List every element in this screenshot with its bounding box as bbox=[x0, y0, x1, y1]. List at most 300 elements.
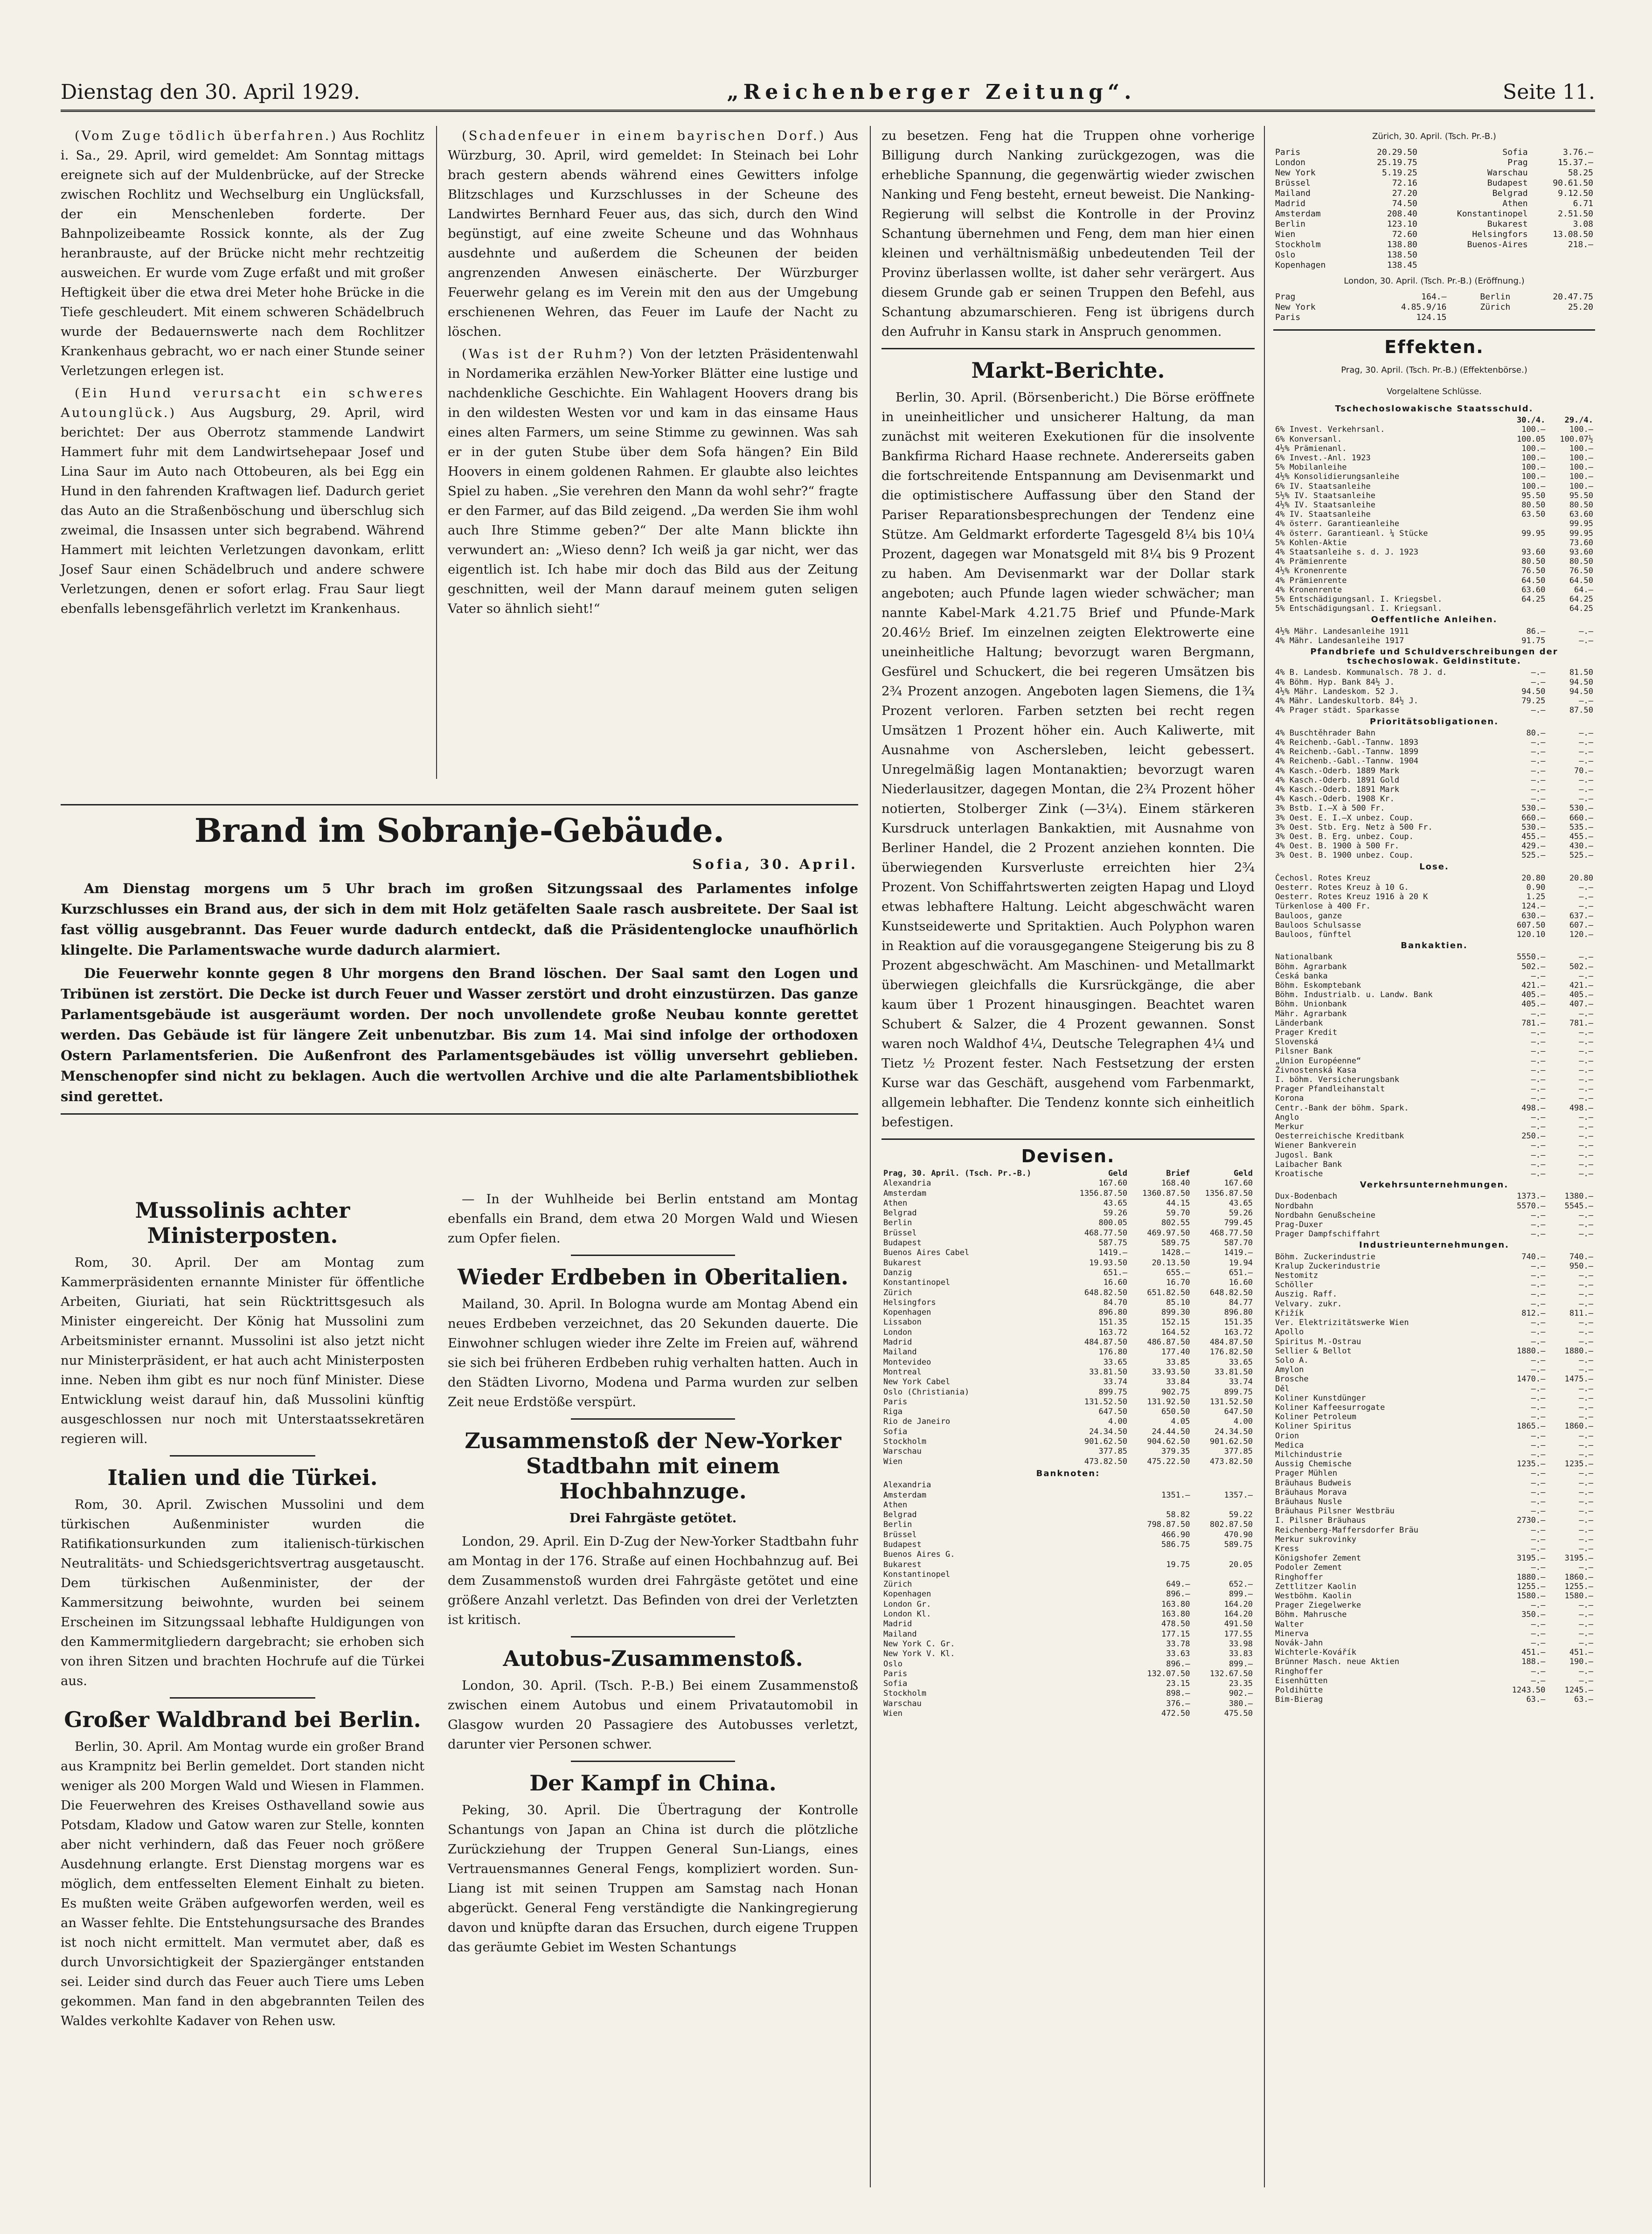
row-value: 379.35 bbox=[1161, 1447, 1190, 1457]
table-row bbox=[882, 1347, 1255, 1357]
table-row bbox=[1273, 687, 1595, 696]
row-value: 655.— bbox=[1166, 1268, 1190, 1277]
row-label: Apollo bbox=[1275, 1327, 1304, 1337]
table-row bbox=[1273, 1638, 1595, 1648]
row-value: 27.20 bbox=[1392, 188, 1417, 198]
row-value: 899.75 bbox=[1098, 1387, 1127, 1397]
row-label: Bauloos Schulsasse bbox=[1275, 920, 1361, 930]
row-value: 131.92.50 bbox=[1147, 1397, 1190, 1407]
row-value: —.— bbox=[1531, 1210, 1546, 1220]
table-row bbox=[1273, 851, 1595, 860]
table-row bbox=[882, 1580, 1255, 1589]
row-value: —.— bbox=[1579, 1619, 1593, 1629]
row-value: 24.34.50 bbox=[1089, 1427, 1127, 1436]
row-value: 802.55 bbox=[1161, 1218, 1190, 1228]
row-value: 800.05 bbox=[1098, 1218, 1127, 1228]
row-value: 19.94 bbox=[1229, 1258, 1253, 1268]
divider bbox=[170, 1697, 315, 1699]
row-value bbox=[1066, 1600, 1129, 1610]
table-row bbox=[1273, 728, 1595, 738]
article-paragraph: Rom, 30. April. Zwischen Mussolini und dem türkischen Außenminister wurden die Ratifikationsurkunden zum italienisch-türkischen Neutralitäts- und Schiedsgerichtsvertrag ausgetauscht. Dem türkischen Außenminister, der der Kammersitzung beiwohnte, wurden bei seinem Erscheinen im Sitzungssaal lebhafte Huldigungen von den Kammermitgliedern dargebracht; sie erhoben sich von ihren Sitzen und brachten Hochrufe auf die Türkei aus. bbox=[61, 1497, 424, 1688]
divider bbox=[170, 1455, 315, 1457]
row-value: 24.34.50 bbox=[1215, 1427, 1253, 1436]
table-row bbox=[1273, 813, 1595, 823]
table-row bbox=[1273, 1535, 1595, 1544]
row-value: 1428.— bbox=[1161, 1248, 1190, 1258]
column-rule bbox=[1264, 126, 1265, 2187]
row-value: 94.50 bbox=[1521, 687, 1546, 696]
row-label: Nestomitz bbox=[1275, 1271, 1319, 1281]
table-row bbox=[882, 1248, 1255, 1258]
row-value: 151.35 bbox=[1224, 1318, 1253, 1327]
row-label: 4% österr. Garantieanl. ¼ Stücke bbox=[1275, 528, 1428, 538]
row-label: Oesterr. Rotes Kreuz 1916 à 20 K bbox=[1275, 892, 1428, 902]
row-value bbox=[1066, 1619, 1129, 1629]
row-value: 451.— bbox=[1521, 1648, 1546, 1658]
table-row bbox=[1273, 738, 1595, 747]
row-value: —.— bbox=[1579, 1150, 1593, 1160]
row-value: —.— bbox=[1579, 1318, 1593, 1328]
row-value: 90.61.50 bbox=[1553, 178, 1593, 188]
row-label: Bauloos, fünftel bbox=[1275, 930, 1352, 939]
row-value: —.— bbox=[1579, 1629, 1593, 1638]
row-value bbox=[1066, 1500, 1129, 1510]
table-row bbox=[882, 1258, 1255, 1268]
row-value: —.— bbox=[1531, 1047, 1546, 1056]
row-value bbox=[1499, 519, 1548, 528]
row-value: 530.— bbox=[1521, 822, 1546, 832]
row-label: Wiener Bankverein bbox=[1275, 1141, 1356, 1151]
row-value: —.— bbox=[1579, 902, 1593, 911]
row-value: 64.— bbox=[1574, 585, 1593, 595]
row-label: Westböhm. Kaolin bbox=[1275, 1591, 1352, 1601]
row-value: 33.85 bbox=[1166, 1357, 1190, 1367]
issue-date: Dienstag den 30. April 1929. bbox=[61, 80, 360, 104]
divider bbox=[61, 1113, 858, 1115]
row-label: Berlin bbox=[883, 1218, 912, 1228]
row-value bbox=[1530, 250, 1595, 260]
table-row bbox=[1273, 1028, 1595, 1037]
dateline: Sofia, 30. April. bbox=[692, 856, 858, 872]
table-row bbox=[882, 1570, 1255, 1580]
table-row bbox=[1273, 962, 1595, 971]
table-row bbox=[882, 1268, 1255, 1278]
row-label: I. böhm. Versicherungsbank bbox=[1275, 1075, 1400, 1085]
row-value: 80.50 bbox=[1569, 500, 1593, 510]
divider bbox=[571, 1418, 735, 1420]
row-value: 163.72 bbox=[1098, 1327, 1127, 1337]
row-label: Prager Ziegelwerke bbox=[1275, 1601, 1361, 1610]
row-value: 4.05 bbox=[1171, 1417, 1190, 1427]
table-row bbox=[1273, 1526, 1595, 1535]
row-value: —.— bbox=[1531, 1384, 1546, 1394]
row-value: —.— bbox=[1531, 1290, 1546, 1299]
row-value: 530.— bbox=[1521, 804, 1546, 813]
row-value: Sofia bbox=[1502, 147, 1528, 157]
row-value bbox=[1129, 1480, 1192, 1490]
table-row bbox=[1273, 147, 1595, 158]
row-value: 491.50 bbox=[1224, 1619, 1253, 1629]
table-row bbox=[1273, 832, 1595, 841]
row-value: 740.— bbox=[1569, 1252, 1593, 1262]
row-value: —.— bbox=[1579, 1084, 1593, 1094]
row-value: —.— bbox=[1531, 1544, 1546, 1554]
row-label: Stockholm bbox=[883, 1689, 927, 1699]
row-label: Orion bbox=[1275, 1431, 1299, 1441]
newspaper-page bbox=[61, 70, 1595, 2197]
row-value: 76.50 bbox=[1569, 566, 1593, 576]
table-row bbox=[1273, 668, 1595, 677]
row-value: 100.— bbox=[1521, 463, 1546, 472]
row-value: 901.62.50 bbox=[1084, 1437, 1127, 1447]
row-value: 19.75 bbox=[1166, 1560, 1190, 1569]
table-row bbox=[882, 1530, 1255, 1540]
row-value: 484.87.50 bbox=[1084, 1338, 1127, 1347]
row-label: Alexandria bbox=[883, 1480, 931, 1490]
row-label: 4% Mähr. Landeskultorb. 84½ J. bbox=[1275, 696, 1419, 706]
row-value: 79.25 bbox=[1521, 696, 1546, 706]
row-value: 781.— bbox=[1521, 1018, 1546, 1028]
row-value: 123.10 bbox=[1387, 219, 1417, 229]
row-value bbox=[1066, 1491, 1129, 1500]
row-value: —.— bbox=[1531, 766, 1546, 776]
row-value: —.— bbox=[1579, 775, 1593, 785]
row-label: Länderbank bbox=[1275, 1018, 1323, 1028]
table-row bbox=[1273, 1290, 1595, 1299]
table-row bbox=[1273, 1601, 1595, 1610]
row-value: —.— bbox=[1531, 1271, 1546, 1281]
row-value: —.— bbox=[1579, 1112, 1593, 1122]
row-label: Koliner Kunstdünger bbox=[1275, 1393, 1366, 1403]
table-row bbox=[1273, 1506, 1595, 1516]
row-value: —.— bbox=[1531, 1141, 1546, 1151]
table-row bbox=[1273, 794, 1595, 804]
row-label: 5½% IV. Staatsanleihe bbox=[1275, 491, 1375, 500]
row-value: 2730.— bbox=[1516, 1516, 1546, 1526]
row-value: —.— bbox=[1579, 1506, 1593, 1516]
row-value: 250.— bbox=[1521, 1131, 1546, 1141]
article-headline: Autobus-Zusammenstoß. bbox=[503, 1646, 803, 1671]
row-label: Wien bbox=[883, 1457, 902, 1466]
row-value: 138.50 bbox=[1387, 250, 1417, 260]
row-value: —.— bbox=[1531, 1094, 1546, 1103]
row-label: Milchindustrie bbox=[1275, 1450, 1342, 1459]
row-label: 5% Entschädigungsanl. I. Kriegsanl. bbox=[1275, 604, 1443, 614]
table-row bbox=[1273, 158, 1595, 168]
row-label: 4% Prager städt. Sparkasse bbox=[1275, 706, 1400, 715]
row-value: 100.— bbox=[1569, 472, 1593, 482]
table-row bbox=[1273, 1374, 1595, 1384]
table-row bbox=[882, 1338, 1255, 1347]
row-value: —.— bbox=[1531, 1402, 1546, 1412]
row-value: —.— bbox=[1579, 1676, 1593, 1686]
row-label: Kopenhagen bbox=[883, 1308, 931, 1318]
row-value bbox=[1530, 260, 1595, 271]
row-label: Mailand bbox=[883, 1347, 917, 1357]
article-headline: Mussolinis achter Ministerposten. bbox=[135, 1198, 350, 1248]
table-row bbox=[1273, 1403, 1595, 1412]
table-row bbox=[882, 1639, 1255, 1649]
row-value: —.— bbox=[1531, 1506, 1546, 1516]
row-label: London bbox=[1275, 158, 1306, 167]
row-value: —.— bbox=[1579, 1280, 1593, 1290]
row-value: 81.50 bbox=[1569, 668, 1593, 678]
row-label: Prager Mühlen bbox=[1275, 1469, 1338, 1478]
row-value: 4.00 bbox=[1234, 1417, 1253, 1427]
article-headline: Großer Waldbrand bei Berlin. bbox=[64, 1707, 421, 1732]
row-value: 93.60 bbox=[1569, 548, 1593, 557]
row-label: 4½% IV. Staatsanleihe bbox=[1275, 500, 1375, 510]
row-value: 3.08 bbox=[1573, 219, 1593, 229]
row-value: 43.65 bbox=[1103, 1198, 1127, 1208]
row-value: —.— bbox=[1531, 1220, 1546, 1230]
row-value: 405.— bbox=[1521, 990, 1546, 1000]
row-value: 167.60 bbox=[1224, 1179, 1253, 1188]
table-row bbox=[1273, 1469, 1595, 1478]
table-row bbox=[882, 1397, 1255, 1407]
row-value: —.— bbox=[1579, 626, 1593, 636]
row-value: 70.— bbox=[1574, 766, 1593, 776]
row-value bbox=[1066, 1589, 1129, 1599]
row-label: Paris bbox=[1275, 147, 1301, 157]
column-1 bbox=[61, 126, 424, 621]
row-value: —.— bbox=[1531, 1122, 1546, 1132]
table-row bbox=[1273, 1648, 1595, 1657]
row-label: Konstantinopel bbox=[883, 1569, 951, 1579]
table-row bbox=[1273, 1629, 1595, 1638]
news-item: (Schadenfeuer in einem bayrischen Dorf.) Aus Würzburg, 30. April, wird gemeldet: In Steinach bei Lohr brach gestern abends während eines Gewitters infolge Blitzschlages und Kurzschlusses in der Scheune des Landwirtes Bernhard Feuer aus, das sich, durch den Wind begünstigt, auf eine zweite Scheune und das Wohnhaus ausdehnte und außerdem die Scheunen der beiden angrenzenden Anwesen einäscherte. Der Würzburger Feuerwehr gelang es im Verein mit den aus der Umgebung erschienenen Wehren, das Feuer im Laufe der Nacht zu löschen. bbox=[448, 128, 858, 339]
table-row bbox=[882, 1447, 1255, 1457]
row-label: Prag bbox=[1275, 292, 1296, 302]
row-value: 475.22.50 bbox=[1147, 1457, 1190, 1466]
row-label: New York bbox=[1275, 302, 1316, 312]
row-value: 812.— bbox=[1521, 1308, 1546, 1318]
row-value: 3.76.— bbox=[1562, 147, 1593, 157]
row-label: 4% B. Landesb. Kommunalsch. 78 J. d. bbox=[1275, 668, 1447, 678]
table-row bbox=[882, 1600, 1255, 1610]
table-row bbox=[1273, 1201, 1595, 1211]
row-value: 6.71 bbox=[1573, 199, 1593, 208]
row-value bbox=[1448, 312, 1512, 323]
table-row bbox=[1273, 1384, 1595, 1394]
table-row bbox=[1273, 930, 1595, 939]
row-label: Minerva bbox=[1275, 1629, 1309, 1638]
row-label: Solo A. bbox=[1275, 1355, 1309, 1365]
row-value bbox=[1129, 1550, 1192, 1560]
row-label: Paris bbox=[1275, 312, 1301, 322]
table-row bbox=[1273, 1346, 1595, 1356]
row-value: 131.52.50 bbox=[1084, 1397, 1127, 1407]
table-row bbox=[1273, 1280, 1595, 1290]
row-value: —.— bbox=[1579, 1131, 1593, 1141]
row-label: 4% Böhm. Hyp. Bank 84½ J. bbox=[1275, 677, 1395, 687]
row-label: Kralup Zuckerindustrie bbox=[1275, 1261, 1381, 1271]
row-value bbox=[1066, 1699, 1129, 1709]
row-value bbox=[1066, 1630, 1129, 1639]
table-row bbox=[1273, 1252, 1595, 1262]
row-value: 131.52.50 bbox=[1209, 1397, 1253, 1407]
row-value: —.— bbox=[1531, 1629, 1546, 1638]
row-value: 902.75 bbox=[1161, 1387, 1190, 1397]
row-value: 9.12.50 bbox=[1558, 188, 1593, 198]
table-row bbox=[1273, 500, 1595, 510]
table-row bbox=[882, 1328, 1255, 1338]
row-label: Kopenhagen bbox=[883, 1589, 931, 1599]
row-value: 152.15 bbox=[1161, 1318, 1190, 1327]
row-value: —.— bbox=[1579, 1563, 1593, 1573]
row-value: —.— bbox=[1579, 1516, 1593, 1526]
row-value: 5570.— bbox=[1516, 1201, 1546, 1211]
row-value: 63.— bbox=[1574, 1695, 1593, 1705]
news-item: (Vom Zuge tödlich überfahren.) Aus Rochlitz i. Sa., 29. April, wird gemeldet: Am Sonntag mittags ereignete sich auf der Muldenbrücke, auf der Strecke zwischen Rochlitz und Wechselburg ein Unglücksfall, der ein Menschenleben forderte. Der Bahnpolizeibeamte Rossick konnte, als der Zug heranbrauste, auf der Brücke nicht mehr rechtzeitig ausweichen. Er wurde vom Zuge erfaßt und mit großer Heftigkeit über die etwa drei Meter hohe Brücke in die Tiefe geschleudert. Mit einem schweren Schädelbruch wurde der Bedauernswerte nach dem Rochlitzer Krankenhaus gebracht, wo er nach einer Stunde seiner Verletzungen erlegen ist. bbox=[61, 128, 424, 378]
row-value: 85.10 bbox=[1166, 1297, 1190, 1307]
row-value: 468.77.50 bbox=[1209, 1228, 1253, 1238]
table-row bbox=[1273, 1620, 1595, 1629]
row-value: 74.50 bbox=[1392, 199, 1417, 208]
row-value: 380.— bbox=[1229, 1699, 1253, 1708]
row-value: 1880.— bbox=[1516, 1346, 1546, 1356]
row-value: —.— bbox=[1531, 706, 1546, 715]
row-value: —.— bbox=[1579, 1478, 1593, 1488]
table-row bbox=[1273, 1394, 1595, 1403]
row-value: 100.— bbox=[1569, 463, 1593, 472]
row-value: —.— bbox=[1579, 1009, 1593, 1019]
row-value: 525.— bbox=[1569, 851, 1593, 860]
article-headline: Der Kampf in China. bbox=[529, 1770, 777, 1796]
table-row bbox=[1273, 168, 1595, 178]
row-label: 5% Mobilanleihe bbox=[1275, 463, 1347, 472]
table-row bbox=[1273, 1262, 1595, 1271]
row-value: —.— bbox=[1531, 1337, 1546, 1346]
row-value: 896.— bbox=[1166, 1589, 1190, 1599]
row-value: —.— bbox=[1531, 747, 1546, 757]
row-label: Brüssel bbox=[883, 1228, 917, 1238]
article-subheadline: Drei Fahrgäste getötet. bbox=[569, 1511, 737, 1526]
row-label: Oslo bbox=[1275, 250, 1296, 260]
row-label: London bbox=[883, 1327, 912, 1337]
table-row bbox=[882, 1388, 1255, 1397]
table-row bbox=[882, 1367, 1255, 1377]
article-paragraph: Berlin, 30. April. (Börsenbericht.) Die Börse eröffnete in uneinheitlicher und unsicherer Haltung, da man zunächst mit weiteren Exekutionen für die insolvente Bankfirma Richard Haase rechnete. Andererseits gaben die fortschreitende Entspannung am Devisenmarkt und die optimistischere Auffassung über den Stand der Pariser Reparationsbesprechungen der Tendenz eine Stütze. Am Geldmarkt erforderte Tagesgeld 8¼ bis 10¼ Prozent, dagegen war Monatsgeld mit 8¼ bis 9 Prozent zu haben. Am Devisenmarkt war der Dollar stark angeboten; auch Pfunde lagen wieder schwächer; man nannte Kabel-Mark 4.21.75 Brief und Pfunde-Mark 20.46½ Brief. Im einzelnen zeigten Elektrowerte eine uneinheitliche Haltung; bevorzugt waren Bergmann, Gesfürel und Schuckert, die bei regeren Umsätzen bis 2¾ Prozent anzogen. Angeboten lagen Siemens, die 1¾ Prozent verloren. Farben setzten bei recht regen Umsätzen 1 Prozent höher ein. Auch Kaliwerte, mit Ausnahme von Aschersleben, leicht gebessert. Unregelmäßig lagen Montanaktien; bevorzugt waren Niederlausitzer, dagegen Montan, die 2¾ Prozent höher notierten, Stolberger Zink (—3¼). Einem stärkeren Kursdruck unterlagen Bankaktien, mit Ausnahme von Berliner Handel, die 2 Prozent anziehen konnten. Die überwiegenden Kursverluste erreichten hier 2¾ Prozent. Von Schiffahrtswerten zeigten Hapag und Lloyd etwas lebhaftere Haltung. Leicht abgeschwächt waren Kunstseidewerte und Spritaktien. Auch Polyphon waren in Reaktion auf die vorausgegangene Steigerung bis zu 8 Prozent abgeschwächt. Am Maschinen- und Metallmarkt überwiegen gleichfalls die Kursrückgänge, die aber kaum über 1 Prozent hinausgingen. Beachtet waren Schubert & Salzer, die 4 Prozent gewannen. Sonst waren noch Waldhof 4¼, Deutsche Telegraphen 4¼ und Tietz ½ Prozent fester. Nach Festsetzung der ersten Kurse war das Geschäft, ausgehend vom Farbenmarkt, allgemein lebhafter. Die Tendenz konnte sich einheitlich befestigen. bbox=[882, 390, 1255, 1130]
row-label: Paris bbox=[883, 1669, 908, 1679]
row-label: New York Cabel bbox=[883, 1377, 951, 1387]
row-label: Bräuhaus Budweis bbox=[1275, 1478, 1352, 1488]
row-label: Amsterdam bbox=[883, 1490, 927, 1500]
row-label: Prager Dampfschiffahrt bbox=[1275, 1229, 1381, 1239]
row-value: —.— bbox=[1531, 1487, 1546, 1497]
row-value bbox=[1066, 1570, 1129, 1580]
row-label: 4% Oest. B. 1900 à 500 Fr. bbox=[1275, 841, 1400, 851]
row-value: 1255.— bbox=[1564, 1582, 1593, 1591]
row-value: 138.80 bbox=[1387, 240, 1417, 250]
article-paragraph: Peking, 30. April. Die Übertragung der Kontrolle Schantungs von Japan an China ist durch die plötzliche Zurückziehung der Truppen General Sun-Liangs, eines Vertrauensmannes General Fengs, kompliziert worden. Sun-Liang ist mit seinen Truppen am Samstag nach Honan abgerückt. General Feng verständigte die Nankingregierung davon und knüpfte daran das Ersuchen, durch eigene Truppen das geräumte Gebiet im Westen Schantungs bbox=[448, 1803, 858, 1955]
row-value: —.— bbox=[1579, 1075, 1593, 1085]
row-label: Velvary. zukr. bbox=[1275, 1299, 1342, 1309]
table-row bbox=[1273, 1667, 1595, 1676]
devisen-table: Prag, 30. April. (Tsch. Pr.-B.) Geld Brief Geld Alexandria 167.60 168.40 167.60 Amsterdam 1356.87.50 1360.87.50 1356.87.50 Athen 43.65 44.15 43.65 Belgrad 59.26 59.70 59.26 Berlin 800.05 802.55 799.45 Brüssel 468.77.50 469.97.50 468.77.50 Budapest 587.75 589.75 587.70 Buenos Aires Cabel 1419.— 1428.— 1419.— Bukarest 19.93.50 20.13.50 19.94 Danzig 651.— 655.— 651.— Konstantinopel 16.60 16.70 16.60 Zürich 648.82.50 651.82.50 648.82.50 Helsingfors 84.70 85.10 84.77 Kopenhagen 896.80 899.30 896.80 Lissabon 151.35 152.15 151.35 London 163.72 164.52 163.72 Madrid 484.87.50 486.87.50 484.87.50 Mailand 176.80 177.40 176.82.50 Montevideo 33.65 33.85 33.65 Montreal 33.81.50 33.93.50 33.81.50 New York Cabel 33.74 33.84 33.74 Oslo (Christiania) 899.75 902.75 899.75 Paris 131.52.50 131.92.50 131.52.50 Riga 647.50 650.50 647.50 Rio de Janeiro 4.00 4.05 4.00 Sofia 24.34.50 24.44.50 24.34.50 Stockholm 901.62.50 904.62.50 901.62.50 Warschau 377.85 379.35 377.85 Wien 473.82.50 475.22.50 473.82.50 Banknoten: Alexandria Amsterdam 1351.— 1357.— Athen Belgrad 58.82 59.22 Berlin 798.87.50 802.87.50 Brüssel 466.90 470.90 Budapest 586.75 589.75 Buenos Aires G. Bukarest 19.75 20.05 Konstantinopel Zürich 649.— 652.— Kopenhagen 896.— 899.— London Gr. 163.80 164.20 London Kl. 163.80 164.20 Madrid 478.50 491.50 Mailand 177.15 177.55 New York C. Gr. 33.78 33.98 New York V. Kl. 33.63 33.83 Oslo 896.— 899.— Paris 132.07.50 132.67.50 Sofia 23.15 23.35 Stockholm 898.— 902.— Warschau 376.— 380.— Wien 472.50 475.50 bbox=[882, 1169, 1255, 1719]
row-value bbox=[1192, 1550, 1255, 1560]
table-row bbox=[1273, 1318, 1595, 1327]
row-label: Böhm. Mahrusche bbox=[1275, 1610, 1347, 1620]
row-value bbox=[1129, 1570, 1192, 1580]
row-value: —.— bbox=[1579, 1402, 1593, 1412]
row-label: Böhm. Agrarbank bbox=[1275, 962, 1347, 971]
row-value: 20.13.50 bbox=[1152, 1258, 1190, 1268]
table-row bbox=[882, 1589, 1255, 1599]
row-value: —.— bbox=[1531, 1009, 1546, 1019]
row-value: —.— bbox=[1531, 1365, 1546, 1375]
table-row bbox=[882, 1457, 1255, 1467]
row-label: Mailand bbox=[1275, 188, 1311, 198]
row-value: —.— bbox=[1531, 971, 1546, 981]
table-row bbox=[882, 1377, 1255, 1387]
row-value: Helsingfors bbox=[1472, 229, 1528, 239]
row-value: 473.82.50 bbox=[1209, 1457, 1253, 1466]
row-label: Oesterreichische Kreditbank bbox=[1275, 1131, 1404, 1141]
row-value: 1470.— bbox=[1516, 1374, 1546, 1384]
row-value: —.— bbox=[1579, 1271, 1593, 1281]
row-value: 899.30 bbox=[1161, 1308, 1190, 1318]
row-value: —.— bbox=[1531, 775, 1546, 785]
row-value: 650.50 bbox=[1161, 1407, 1190, 1417]
row-value: 15.37.— bbox=[1558, 158, 1593, 167]
table-row bbox=[1273, 883, 1595, 892]
row-value bbox=[1192, 1570, 1255, 1580]
table-row bbox=[1273, 444, 1595, 453]
row-value: 33.63 bbox=[1166, 1649, 1190, 1659]
row-value: —.— bbox=[1531, 784, 1546, 794]
row-value: —.— bbox=[1579, 636, 1593, 645]
row-label: New York bbox=[1275, 168, 1316, 178]
row-label: Spiritus M.-Ostrau bbox=[1275, 1337, 1361, 1346]
row-value: —.— bbox=[1579, 1440, 1593, 1450]
row-value: 64.50 bbox=[1521, 576, 1546, 585]
table-row bbox=[1273, 1563, 1595, 1572]
row-value: 177.55 bbox=[1224, 1629, 1253, 1639]
table-row bbox=[882, 1228, 1255, 1238]
row-value: Warschau bbox=[1487, 168, 1528, 178]
row-value bbox=[1066, 1709, 1129, 1719]
row-value: —.— bbox=[1579, 1412, 1593, 1422]
row-label: Madrid bbox=[883, 1338, 912, 1347]
table-row bbox=[1273, 1094, 1595, 1103]
table-row bbox=[882, 1709, 1255, 1719]
row-value: 33.93.50 bbox=[1152, 1367, 1190, 1377]
table-row bbox=[1273, 696, 1595, 706]
row-value: —.— bbox=[1579, 1355, 1593, 1365]
table-row bbox=[1273, 1211, 1595, 1220]
row-value bbox=[1499, 538, 1548, 548]
row-label: Türkenlose à 400 Fr. bbox=[1275, 902, 1371, 911]
row-value: 100.— bbox=[1521, 444, 1546, 453]
row-label: Čechosl. Rotes Kreuz bbox=[1275, 873, 1371, 883]
table-row bbox=[1273, 1554, 1595, 1563]
table-row bbox=[1273, 1657, 1595, 1666]
table-row bbox=[1273, 1431, 1595, 1441]
row-value: 132.67.50 bbox=[1209, 1669, 1253, 1679]
row-value: 58.82 bbox=[1166, 1510, 1190, 1520]
row-value: 486.87.50 bbox=[1147, 1338, 1190, 1347]
table-row bbox=[1273, 1488, 1595, 1497]
row-value: 167.60 bbox=[1098, 1179, 1127, 1188]
table-row bbox=[1273, 292, 1595, 302]
row-label: Schöller bbox=[1275, 1280, 1313, 1290]
row-value: 163.72 bbox=[1224, 1327, 1253, 1337]
row-label: Oslo bbox=[883, 1659, 902, 1669]
row-value: 478.50 bbox=[1161, 1619, 1190, 1629]
row-label: Belgrad bbox=[883, 1510, 917, 1520]
row-value: 63.60 bbox=[1569, 510, 1593, 520]
